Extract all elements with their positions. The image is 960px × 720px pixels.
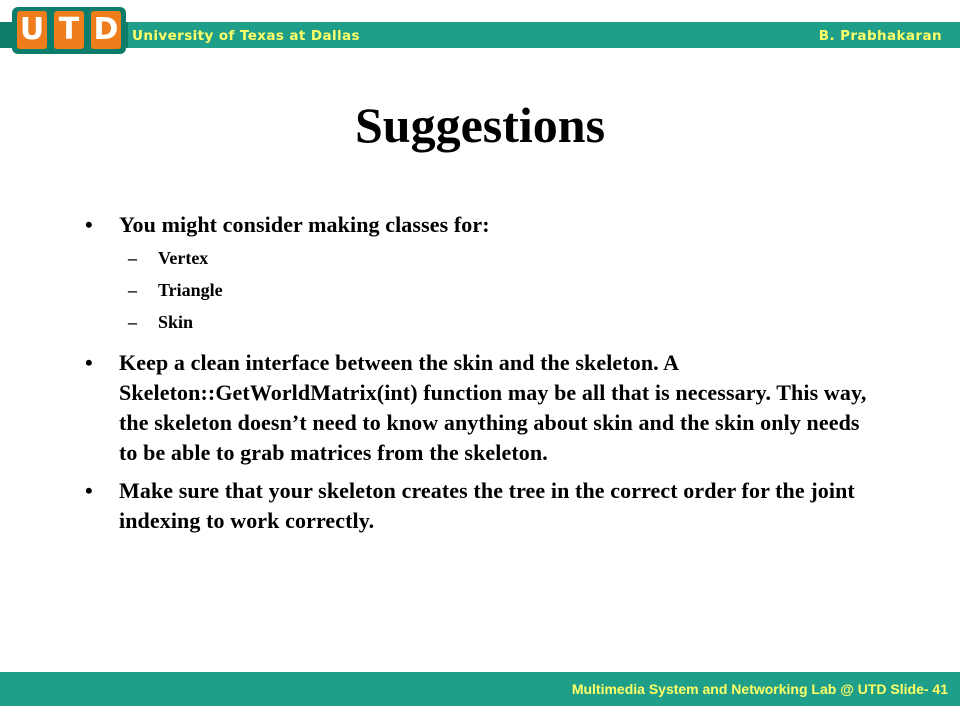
- sub-list: [82, 242, 882, 338]
- bullet-text: You might consider making classes for:: [119, 212, 490, 237]
- logo-letter-d: D: [91, 11, 121, 49]
- slide-number: Slide- 41: [890, 681, 948, 697]
- dash-icon: –: [128, 280, 137, 300]
- footer-lab: Multimedia System and Networking Lab @ UTD: [571, 681, 887, 697]
- institution-name: University of Texas at Dallas: [132, 28, 360, 44]
- logo-letter-u: U: [17, 11, 47, 49]
- sub-item-text: Skin: [158, 312, 194, 332]
- slide-content: [82, 210, 882, 536]
- sub-item: [82, 242, 882, 274]
- utd-logo: [12, 7, 126, 54]
- sub-item-text: Triangle: [158, 280, 223, 300]
- bullet-text: Keep a clean interface between the skin and the skeleton. A Skeleton::GetWorldMatrix(int) function may be all that is necessary. This way, the skeleton doesn’t need to know anything about skin and the skin only needs to be able to grab matrices from the skeleton.: [119, 350, 867, 465]
- bullet-item: [82, 348, 882, 468]
- dash-icon: –: [128, 312, 137, 332]
- sub-item: [82, 274, 882, 306]
- sub-item: [82, 306, 882, 338]
- author-name: B. Prabhakaran: [818, 28, 942, 44]
- bullet-item: [82, 476, 882, 536]
- sub-item-text: Vertex: [158, 248, 209, 268]
- bullet-dot-icon: •: [85, 212, 93, 237]
- bullet-item: [82, 210, 882, 240]
- footer-text: [572, 680, 948, 698]
- slide-title: Suggestions: [354, 97, 606, 153]
- dash-icon: –: [128, 248, 137, 268]
- logo-letter-t: T: [54, 11, 84, 49]
- bullet-text: Make sure that your skeleton creates the tree in the correct order for the joint indexing to work correctly.: [119, 478, 855, 533]
- bullet-dot-icon: •: [85, 478, 93, 503]
- bullet-dot-icon: •: [85, 350, 93, 375]
